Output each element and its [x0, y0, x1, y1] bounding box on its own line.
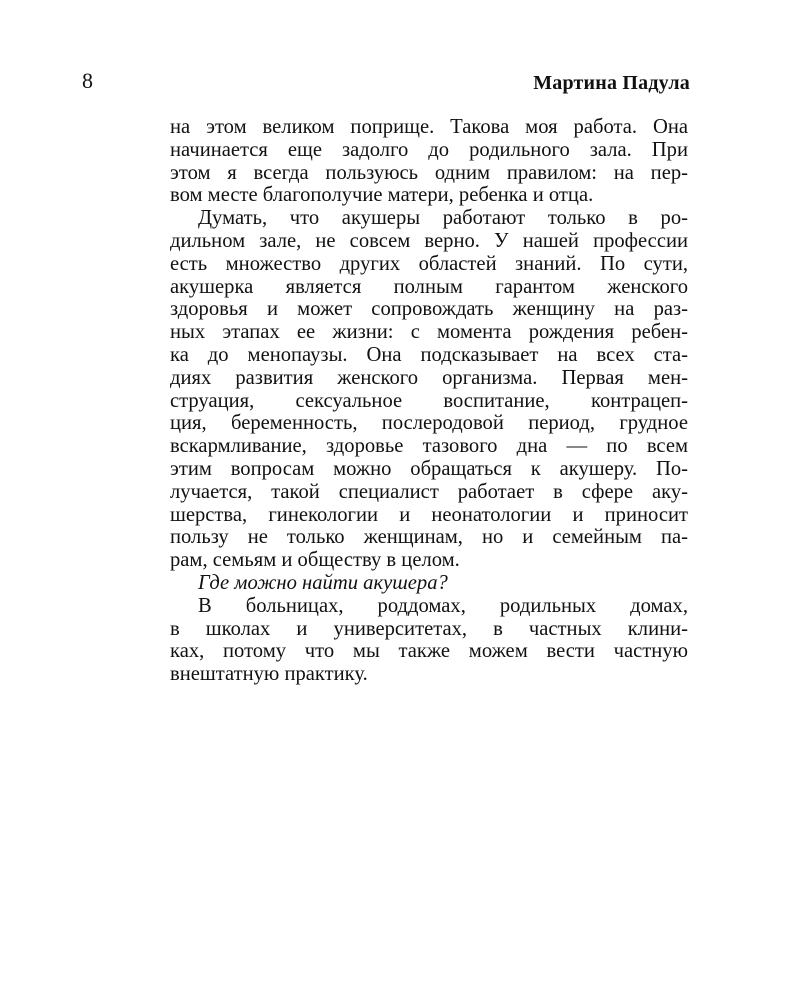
text-line: ных этапах ее жизни: с момента рождения ребен- — [170, 321, 688, 344]
text-line: ках, потому что мы также можем вести частную — [170, 640, 688, 663]
text-line: вом месте благополучие матери, ребенка и отца. — [170, 184, 594, 207]
text-line: ка до менопаузы. Она подсказывает на всех ста- — [170, 343, 688, 366]
text-line: вскармливание, здоровье тазового дна — по всем — [170, 435, 688, 458]
text-line: внештатную практику. — [170, 663, 368, 686]
paragraph — [170, 595, 688, 686]
question-heading — [170, 572, 688, 595]
text-line: на этом великом поприще. Такова моя работа. Она — [170, 116, 688, 138]
text-line: диях развития женского организма. Первая мен- — [170, 366, 688, 389]
text-line: акушерка является полным гарантом женского — [170, 275, 688, 298]
paragraph — [170, 207, 688, 572]
text-line: начинается еще задолго до родильного зала. При — [170, 138, 688, 161]
text-line: Думать, что акушеры работают только в ро- — [198, 207, 688, 230]
text-line: этим вопросам можно обращаться к акушеру. По- — [170, 457, 688, 480]
text-line: струация, сексуальное воспитание, контрацеп- — [170, 389, 688, 412]
text-line: лучается, такой специалист работает в сфере аку- — [170, 480, 688, 503]
text-line: этом я всегда пользуюсь одним правилом: на пер- — [170, 161, 688, 184]
text-line: рам, семьям и обществу в целом. — [170, 549, 460, 572]
running-head: Мартина Падула — [533, 72, 690, 94]
text-line: ция, беременность, послеродовой период, грудное — [170, 412, 688, 435]
text-line: дильном зале, не совсем верно. У нашей профессии — [170, 229, 688, 252]
text-line: шерства, гинекологии и неонатологии и приносит — [170, 503, 688, 526]
body-text — [170, 116, 688, 686]
paragraph — [170, 116, 688, 207]
text-line: В больницах, роддомах, родильных домах, — [198, 594, 688, 617]
text-line: здоровья и может сопровождать женщину на раз- — [170, 298, 688, 321]
text-line: в школах и университетах, в частных клини- — [170, 617, 688, 640]
text-line: есть множество других областей знаний. По сути, — [170, 252, 688, 275]
text-line: Где можно найти акушера? — [198, 571, 448, 594]
page-number: 8 — [82, 68, 93, 93]
text-line: пользу не только женщинам, но и семейным па- — [170, 526, 688, 549]
